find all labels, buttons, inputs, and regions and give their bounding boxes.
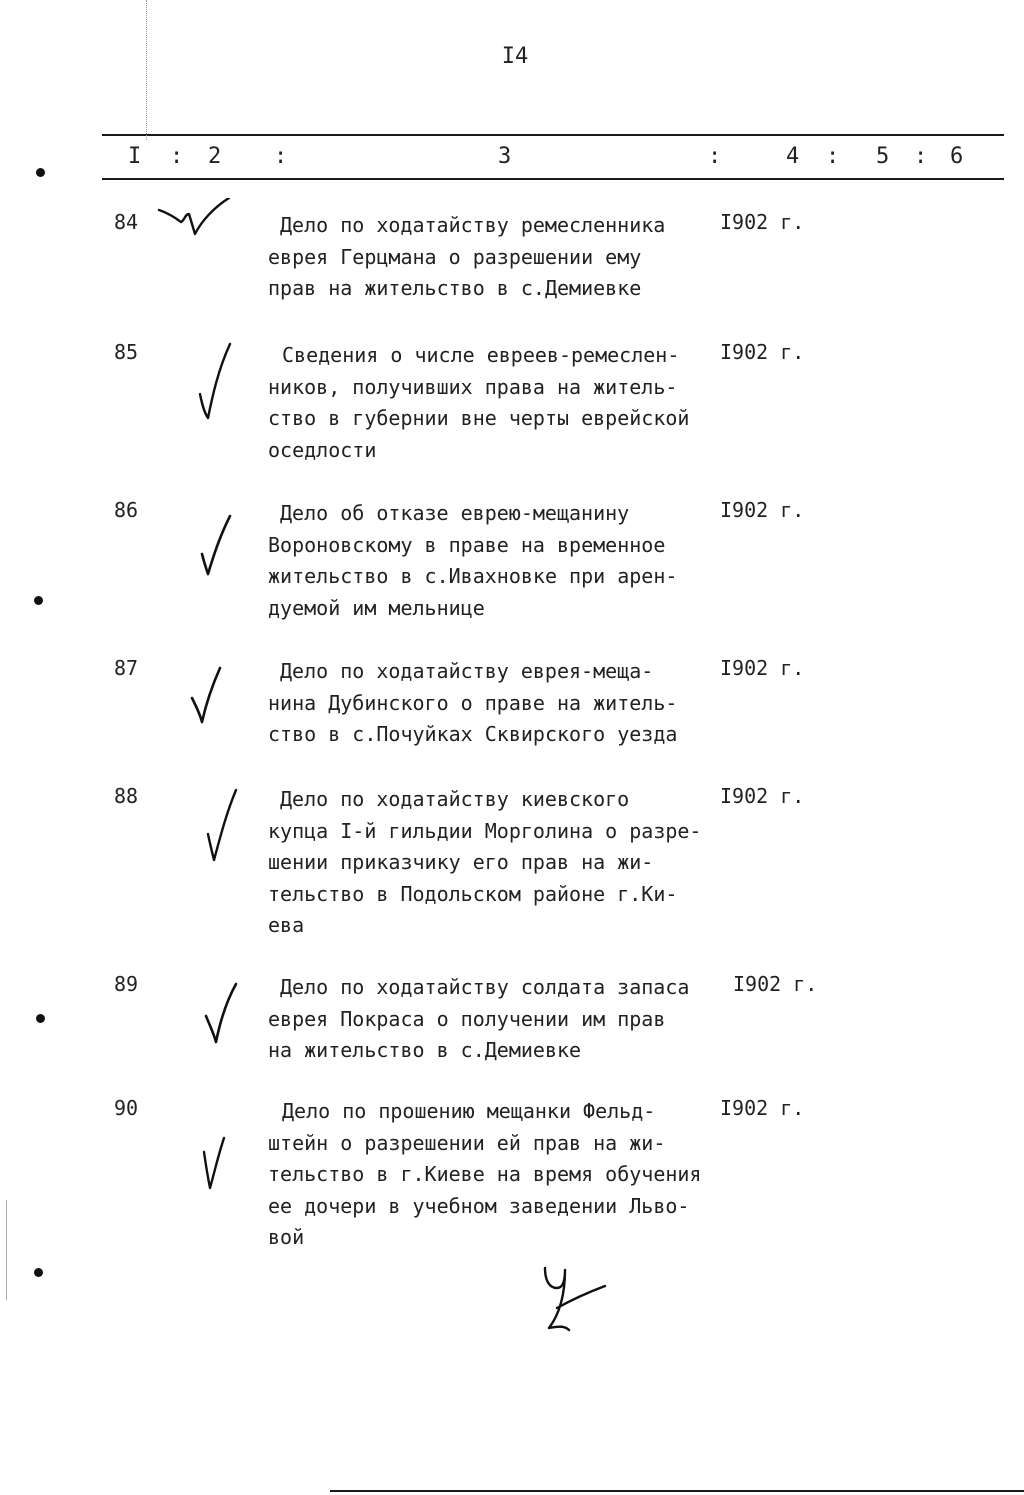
checkmark-icon	[200, 982, 240, 1046]
description-line: тельство в г.Киеве на время обучения	[268, 1162, 702, 1186]
description-line: еврея Покраса о получении им прав	[268, 1006, 666, 1031]
entry-year: I902 г.	[720, 210, 805, 234]
column-separator: :	[274, 144, 288, 169]
description-line: ева	[268, 913, 305, 937]
entry-number: 86	[114, 498, 139, 522]
description-line: Дело по ходатайству ремесленника	[280, 213, 666, 237]
entry-description	[268, 656, 748, 751]
entry-number: 88	[114, 784, 139, 808]
column-header-6: 6	[950, 144, 964, 169]
signature-mark	[535, 1262, 615, 1342]
entry-year: I902 г.	[720, 340, 805, 364]
description-line: жительство в с.Ивахновке при арен-	[268, 564, 678, 588]
description-line: ство в губернии вне черты еврейской	[268, 406, 690, 430]
entry-number: 87	[114, 656, 139, 680]
entry-year: I902 г.	[733, 972, 818, 996]
description-line: Дело об отказе еврею-мещанину	[280, 501, 630, 525]
entry-year: I902 г.	[720, 498, 805, 522]
column-header-5: 5	[876, 144, 890, 169]
header-top-rule	[102, 134, 1004, 136]
entry-number: 84	[114, 210, 139, 234]
entry-description	[268, 210, 748, 305]
column-header-3: 3	[498, 144, 512, 169]
punch-hole-dot	[34, 596, 43, 605]
entry-year: I902 г.	[720, 784, 805, 808]
description-line: Дело по ходатайству киевского	[280, 787, 630, 811]
punch-hole-dot	[34, 1268, 43, 1277]
column-header-row	[102, 138, 1004, 176]
checkmark-icon	[202, 788, 242, 864]
column-separator: :	[914, 144, 928, 169]
entry-number: 89	[114, 972, 139, 996]
description-line: нина Дубинского о праве на житель-	[268, 690, 678, 715]
description-line: еврея Герцмана о разрешении ему	[268, 244, 642, 269]
description-line: штейн о разрешении ей прав на жи-	[268, 1130, 666, 1155]
checkmark-icon	[200, 1136, 230, 1192]
margin-line	[6, 1200, 7, 1300]
page-number: I4	[501, 44, 529, 69]
margin-line	[146, 0, 147, 140]
description-line: дуемой им мельнице	[268, 595, 485, 620]
checkmark-icon	[194, 342, 234, 424]
description-line: шении приказчику его прав на жи-	[268, 850, 654, 874]
checkmark-icon	[155, 198, 235, 246]
column-separator: :	[170, 144, 184, 169]
entry-year: I902 г.	[720, 656, 805, 680]
description-line: Вороновскому в праве на временное	[268, 532, 666, 557]
entry-description	[268, 340, 748, 466]
bottom-rule	[330, 1490, 1024, 1492]
entry-number: 85	[114, 340, 139, 364]
checkmark-icon	[186, 666, 226, 726]
entry-description	[268, 784, 748, 942]
checkmark-icon	[196, 514, 236, 578]
description-line: Дело по прошению мещанки Фельд-	[282, 1099, 656, 1123]
entry-description	[268, 972, 748, 1067]
column-separator: :	[708, 144, 722, 169]
column-separator: :	[826, 144, 840, 169]
description-line: прав на жительство в с.Демиевке	[268, 276, 642, 300]
description-line: Дело по ходатайству солдата запаса	[280, 975, 690, 999]
description-line: вой	[268, 1225, 305, 1249]
column-header-1: I	[128, 144, 142, 169]
entry-description	[268, 1096, 748, 1254]
column-header-4: 4	[786, 144, 800, 169]
description-line: ее дочери в учебном заведении Льво-	[268, 1193, 690, 1218]
header-bottom-rule	[102, 178, 1004, 180]
entry-description	[268, 498, 748, 624]
description-line: купца I-й гильдии Морголина о разре-	[268, 818, 702, 843]
punch-hole-dot	[36, 1014, 45, 1023]
entry-number: 90	[114, 1096, 139, 1120]
column-header-2: 2	[208, 144, 222, 169]
description-line: на жительство в с.Демиевке	[268, 1038, 582, 1062]
description-line: ство в с.Почуйках Сквирского уезда	[268, 722, 678, 746]
description-line: тельство в Подольском районе г.Ки-	[268, 881, 678, 906]
entry-year: I902 г.	[720, 1096, 805, 1120]
punch-hole-dot	[36, 168, 45, 177]
description-line: Дело по ходатайству еврея-меща-	[280, 659, 654, 683]
description-line: оседлости	[268, 437, 377, 462]
description-line: Сведения о числе евреев-ремеслен-	[282, 343, 680, 367]
description-line: ников, получивших права на житель-	[268, 374, 678, 399]
